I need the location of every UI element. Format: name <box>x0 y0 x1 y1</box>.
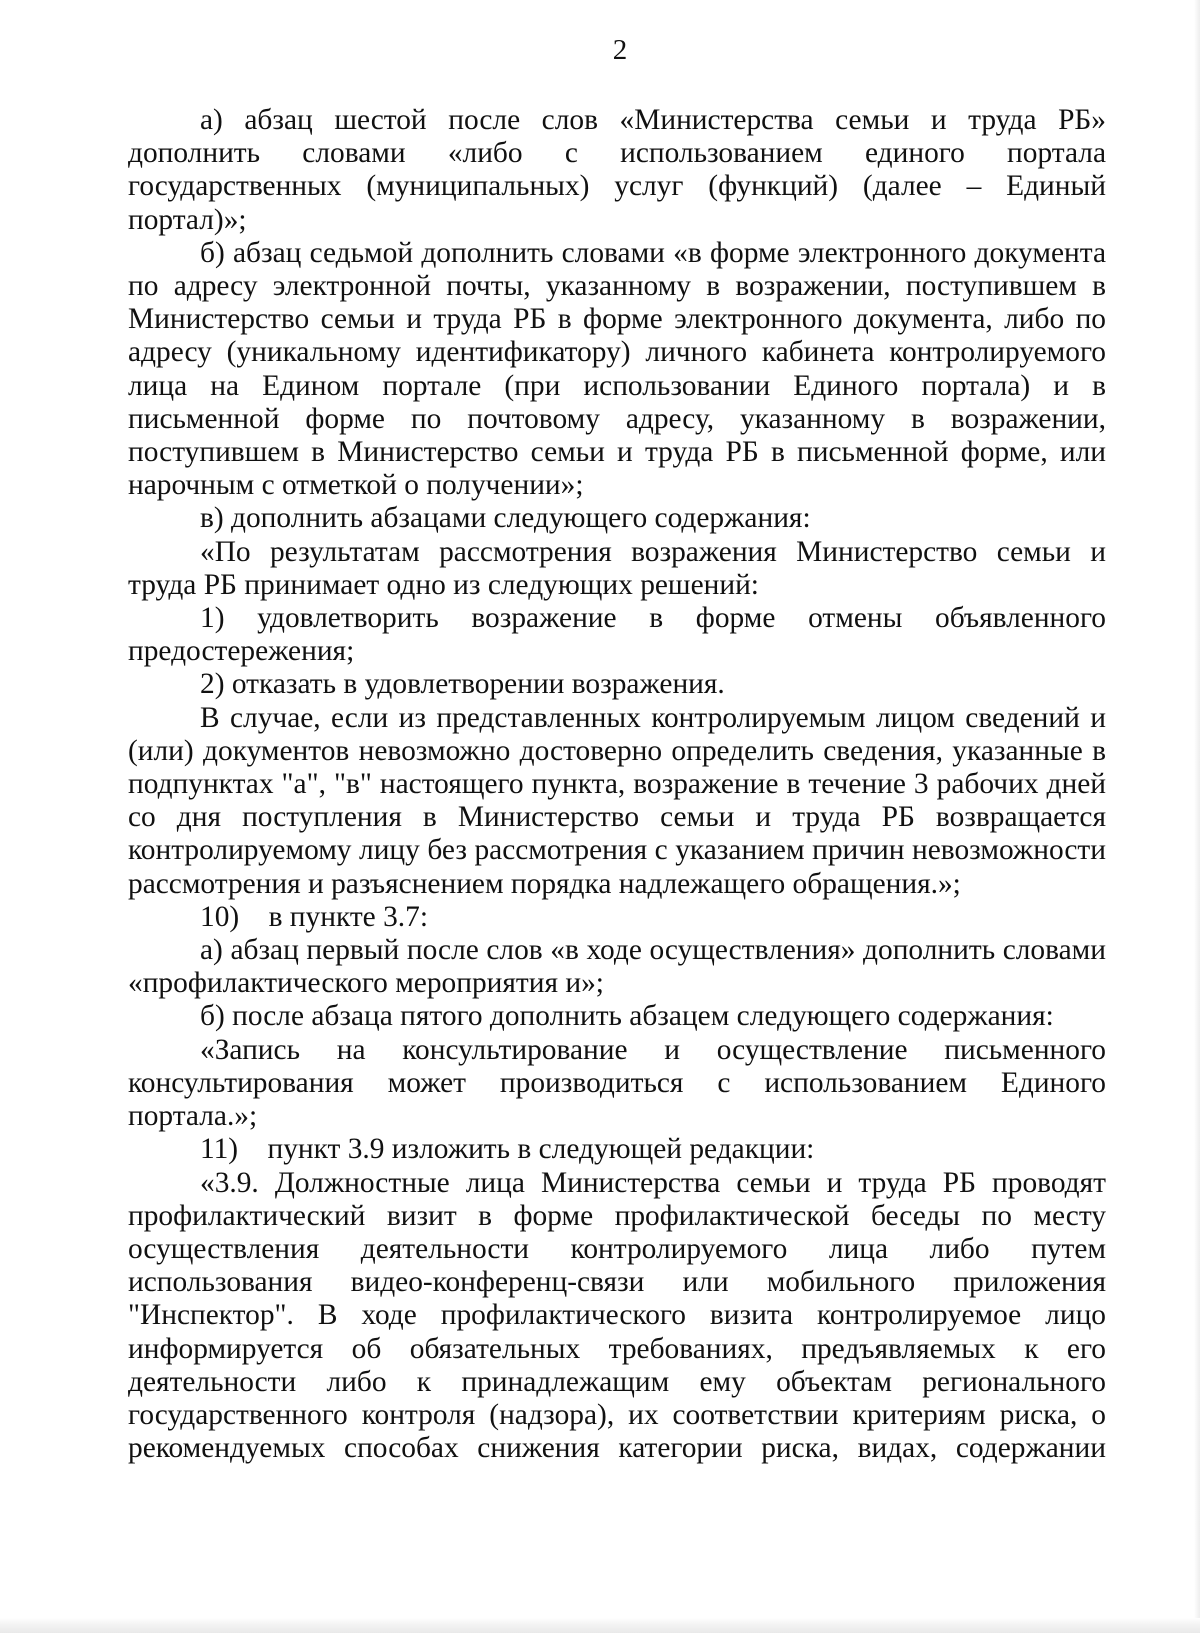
paragraph-quote-decision: «По результатам рассмотрения возражения Министерство семьи и труда РБ принимает одно из следующих решений: <box>128 535 1106 601</box>
paragraph-decision-2: 2) отказать в удовлетворении возражения. <box>200 668 725 701</box>
paragraph-point-3-9: «3.9. Должностные лица Министерства семьи и труда РБ проводят профилактический визит в форме профилактической беседы по месту осуществления деятельности контролируемого лица либо путем использования видео-конференц-связи или мобильного приложения "Инспектор". В ходе профилактического визита контролируемое лицо информируется об обязательных требованиях, предъявляемых к его деятельности либо к принадлежащим ему объектам регионального государственного контроля (надзора), их соответствии критериям риска, о рекомендуемых способах снижения категории риска, видах, содержании <box>128 1166 1106 1465</box>
paragraph-item-b-2: б) после абзаца пятого дополнить абзацем следующего содержания: <box>200 1000 1054 1033</box>
paragraph-item-v-1: в) дополнить абзацами следующего содержания: <box>200 502 811 535</box>
paragraph-item-b-1: б) абзац седьмой дополнить словами «в форме электронного документа по адресу электронной почты, указанному в возражении, поступившем в Министерство семьи и труда РБ в форме электронного документа, либо по адресу (уникальному идентификатору) личного кабинета контролируемого лица на Едином портале (при использовании Единого портала) и в письменной форме по почтовому адресу, указанному в возражении, поступившем в Министерство семьи и труда РБ в письменной форме, или нарочным с отметкой о получении»; <box>128 236 1106 502</box>
paragraph-consultation: «Запись на консультирование и осуществление письменного консультирования может производиться с использованием Единого портала.»; <box>128 1033 1106 1133</box>
paragraph-point-10: 10) в пункте 3.7: <box>200 900 428 933</box>
paragraph-item-a-2: а) абзац первый после слов «в ходе осуществления» дополнить словами «профилактического мероприятия и»; <box>128 934 1106 1000</box>
paragraph-decision-1: 1) удовлетворить возражение в форме отмены объявленного предостережения; <box>128 602 1106 668</box>
page-number: 2 <box>612 34 628 66</box>
scan-edge-bottom <box>0 1618 1200 1633</box>
scan-edge-right <box>1194 0 1200 1633</box>
paragraph-point-11: 11) пункт 3.9 изложить в следующей редакции: <box>200 1133 815 1166</box>
paragraph-item-a-1: а) абзац шестой после слов «Министерства семьи и труда РБ» дополнить словами «либо с использованием единого портала государственных (муниципальных) услуг (функций) (далее – Единый портал)»; <box>128 104 1106 236</box>
document-body <box>128 104 1106 1465</box>
paragraph-return-case: В случае, если из представленных контролируемым лицом сведений и (или) документов невозможно достоверно определить сведения, указанные в подпунктах "а", "в" настоящего пункта, возражение в течение 3 рабочих дней со дня поступления в Министерство семьи и труда РБ возвращается контролируемому лицу без рассмотрения с указанием причин невозможности рассмотрения и разъяснением порядка надлежащего обращения.»; <box>128 701 1106 900</box>
